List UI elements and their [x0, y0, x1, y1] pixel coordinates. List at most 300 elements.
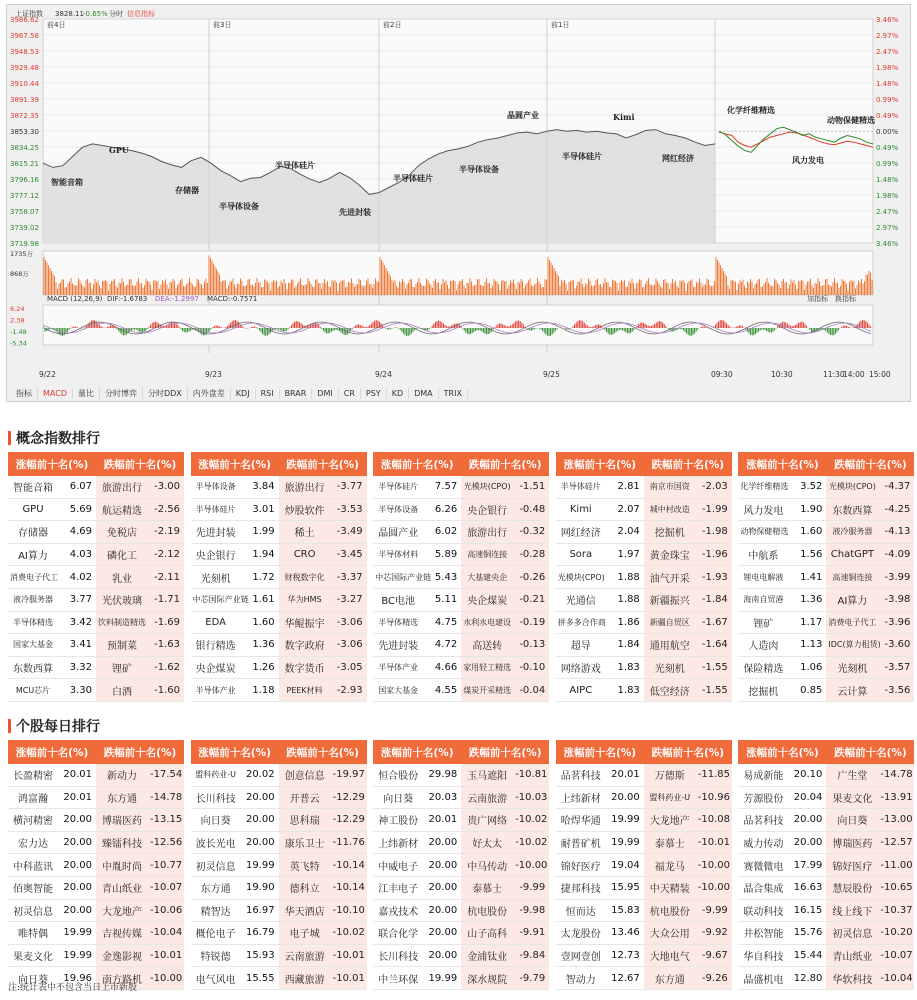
- indicator-tab[interactable]: RSI: [256, 388, 280, 399]
- gainer-name-cell[interactable]: 神工股份: [373, 809, 423, 832]
- loser-name-cell[interactable]: 稀土: [279, 521, 331, 544]
- gainer-name-cell[interactable]: 捷邦科技: [556, 876, 606, 899]
- gainer-name-cell[interactable]: Kimi: [556, 498, 606, 521]
- gainer-name-cell[interactable]: 光刻机: [191, 566, 241, 589]
- table-row: [373, 786, 549, 809]
- gainer-val-cell: 20.00: [241, 831, 279, 854]
- loser-name-cell[interactable]: 中马传动: [461, 854, 513, 877]
- gainer-name-cell[interactable]: 井松智能: [738, 922, 788, 945]
- table-row: [556, 588, 732, 611]
- gainer-name-cell[interactable]: 品茗科技: [738, 809, 788, 832]
- gainer-name-cell[interactable]: 锂矿: [738, 611, 788, 634]
- loser-val-cell: -10.14: [331, 876, 367, 899]
- gainer-name-cell[interactable]: 存储器: [8, 521, 58, 544]
- gainer-val-cell: 19.99: [58, 944, 96, 967]
- loser-val-cell: -1.67: [696, 611, 732, 634]
- gainer-name-cell[interactable]: 国家大基金: [8, 634, 58, 657]
- indicator-tab[interactable]: DMI: [312, 388, 338, 399]
- loser-name-cell[interactable]: 思科瑞: [279, 809, 331, 832]
- loser-name-cell[interactable]: 城中村改造: [644, 498, 696, 521]
- loser-name-cell[interactable]: 大基建央企: [461, 566, 513, 589]
- gainer-name-cell[interactable]: 保险精选: [738, 656, 788, 679]
- indicator-tab[interactable]: PSY: [361, 388, 387, 399]
- intraday-chart[interactable]: [7, 5, 910, 383]
- y-right-tick-label: 1.98%: [876, 192, 899, 200]
- gainer-name-cell[interactable]: 盟科药业-U: [191, 764, 241, 786]
- gainer-name-cell[interactable]: 上纬新材: [556, 786, 606, 809]
- indicator-tab[interactable]: TRIX: [439, 388, 468, 399]
- loser-name-cell[interactable]: 华鲲振宇: [279, 611, 331, 634]
- gainer-name-cell[interactable]: 挖掘机: [738, 679, 788, 702]
- gainer-name-cell[interactable]: 动物保健精选: [738, 521, 788, 544]
- gainer-name-cell[interactable]: 向日葵: [191, 809, 241, 832]
- loser-name-cell[interactable]: 高速铜连接: [826, 566, 878, 589]
- table-row: [556, 476, 732, 498]
- gainer-name-cell[interactable]: 晶盛机电: [738, 967, 788, 990]
- loser-name-cell[interactable]: 吉视传媒: [96, 922, 148, 945]
- concept-annotation: 存储器: [175, 185, 199, 195]
- loser-name-cell[interactable]: 锂矿: [96, 656, 148, 679]
- y-tick-label: 3948.53: [10, 48, 39, 56]
- indicator-tab[interactable]: 分时DDX: [143, 387, 188, 400]
- loser-val-cell: -10.01: [696, 831, 732, 854]
- table-row: [191, 831, 367, 854]
- gainer-name-cell[interactable]: 半导体设备: [191, 476, 241, 498]
- loser-val-cell: -9.67: [696, 944, 732, 967]
- loser-name-cell[interactable]: 博瑞医药: [96, 809, 148, 832]
- indicator-tab[interactable]: 指标: [11, 387, 38, 400]
- gainer-name-cell[interactable]: 中科蓝讯: [8, 854, 58, 877]
- y-right-tick-label: 1.98%: [876, 64, 899, 72]
- loser-name-cell[interactable]: 锦好医疗: [826, 854, 878, 877]
- loser-name-cell[interactable]: 饮料制造精选: [96, 611, 148, 634]
- loser-name-cell[interactable]: 数字货币: [279, 656, 331, 679]
- loser-name-cell[interactable]: 中天精装: [644, 876, 696, 899]
- loser-name-cell[interactable]: 航运精选: [96, 498, 148, 521]
- gainer-name-cell[interactable]: 向日葵: [373, 786, 423, 809]
- loser-name-cell[interactable]: 深水规院: [461, 967, 513, 990]
- table-row: [8, 764, 184, 786]
- loser-name-cell[interactable]: 泰慕士: [644, 831, 696, 854]
- indicator-tab[interactable]: KDJ: [231, 388, 256, 399]
- loser-name-cell[interactable]: 东方通: [644, 967, 696, 990]
- loser-name-cell[interactable]: 东方通: [96, 786, 148, 809]
- gainer-name-cell[interactable]: 鸿富瀚: [8, 786, 58, 809]
- loser-name-cell[interactable]: 华为HMS: [279, 588, 331, 611]
- loser-name-cell[interactable]: 云计算: [826, 679, 878, 702]
- gainer-name-cell[interactable]: 太龙股份: [556, 922, 606, 945]
- loser-name-cell[interactable]: 大龙地产: [644, 809, 696, 832]
- loser-name-cell[interactable]: 预制菜: [96, 634, 148, 657]
- loser-val-cell: -19.97: [331, 764, 367, 786]
- gainer-val-cell: 15.93: [241, 944, 279, 967]
- gainer-name-cell[interactable]: 嘉戎技术: [373, 899, 423, 922]
- gainer-name-cell[interactable]: 消费电子代工: [8, 566, 58, 589]
- gainer-name-cell[interactable]: AI算力: [8, 543, 58, 566]
- gainer-name-cell[interactable]: 半导体硅片: [373, 476, 423, 498]
- table-row: [738, 476, 914, 498]
- gainer-val-cell: 20.00: [241, 809, 279, 832]
- gainer-name-cell[interactable]: 向日葵: [8, 967, 58, 990]
- gainer-name-cell[interactable]: 果麦文化: [8, 944, 58, 967]
- loser-name-cell[interactable]: PEEK材料: [279, 679, 331, 702]
- gainer-name-cell[interactable]: 联合化学: [373, 922, 423, 945]
- loser-name-cell[interactable]: 乳业: [96, 566, 148, 589]
- loser-name-cell[interactable]: 通用航空: [644, 634, 696, 657]
- table-row: [191, 543, 367, 566]
- gainer-name-cell[interactable]: 宏力达: [8, 831, 58, 854]
- loser-name-cell[interactable]: 消费电子代工: [826, 611, 878, 634]
- indicator-tab[interactable]: DMA: [409, 388, 439, 399]
- gainer-name-cell[interactable]: 半导体硅片: [191, 498, 241, 521]
- gainer-name-cell[interactable]: 半导体设备: [373, 498, 423, 521]
- gainer-name-cell[interactable]: 恒合股份: [373, 764, 423, 786]
- loser-name-cell[interactable]: 华天酒店: [279, 899, 331, 922]
- gainer-name-cell[interactable]: 风力发电: [738, 498, 788, 521]
- gainer-name-cell[interactable]: 横河精密: [8, 809, 58, 832]
- table-row: [373, 809, 549, 832]
- gainer-name-cell[interactable]: BC电池: [373, 588, 423, 611]
- loser-name-cell[interactable]: 杭电股份: [644, 899, 696, 922]
- gainer-val-cell: 16.79: [241, 922, 279, 945]
- loser-val-cell: -0.19: [513, 611, 549, 634]
- loser-name-cell[interactable]: 华软科技: [826, 967, 878, 990]
- gainer-name-cell[interactable]: 东数西算: [8, 656, 58, 679]
- vol-tick: 1735万: [10, 250, 34, 258]
- y-right-tick-label: 3.46%: [876, 240, 899, 248]
- loser-name-cell[interactable]: ChatGPT: [826, 543, 878, 566]
- gainer-name-cell[interactable]: 先进封装: [191, 521, 241, 544]
- loser-name-cell[interactable]: 金逸影视: [96, 944, 148, 967]
- loser-name-cell[interactable]: 青山纸业: [96, 876, 148, 899]
- table-row: [191, 764, 367, 786]
- loser-val-cell: -9.98: [513, 899, 549, 922]
- gainer-name-cell[interactable]: 长川科技: [191, 786, 241, 809]
- y-tick-label: 3910.44: [10, 80, 39, 88]
- loser-name-cell[interactable]: 中胤时尚: [96, 854, 148, 877]
- loser-name-cell[interactable]: 线上线下: [826, 899, 878, 922]
- table-row: [8, 588, 184, 611]
- gainer-name-cell[interactable]: 华自科技: [738, 944, 788, 967]
- gainer-val-cell: 20.00: [241, 786, 279, 809]
- gainer-name-cell[interactable]: 联动科技: [738, 899, 788, 922]
- table-row: [191, 611, 367, 634]
- gainer-name-cell[interactable]: MCU芯片: [8, 679, 58, 702]
- gainer-name-cell[interactable]: 半导体硅片: [556, 476, 606, 498]
- gainer-name-cell[interactable]: 特锐德: [191, 944, 241, 967]
- loser-name-cell[interactable]: 大众公用: [644, 922, 696, 945]
- gainer-val-cell: 6.02: [423, 521, 461, 544]
- loser-name-cell[interactable]: 金浦钛业: [461, 944, 513, 967]
- loser-name-cell[interactable]: 杭电股份: [461, 899, 513, 922]
- concept-annotation: 风力发电: [792, 155, 824, 165]
- gainer-name-cell[interactable]: 晶合集成: [738, 876, 788, 899]
- gainer-name-cell[interactable]: 国家大基金: [373, 679, 423, 702]
- gainer-name-cell[interactable]: 超导: [556, 634, 606, 657]
- gainer-name-cell[interactable]: 央企银行: [191, 543, 241, 566]
- loser-name-cell[interactable]: 挖掘机: [644, 521, 696, 544]
- gainer-name-cell[interactable]: 拼多多合作商: [556, 611, 606, 634]
- loser-name-cell[interactable]: 新疆自贸区: [644, 611, 696, 634]
- loser-name-cell[interactable]: 慧辰股份: [826, 876, 878, 899]
- gainer-name-cell[interactable]: 唯特偶: [8, 922, 58, 945]
- loser-val-cell: -1.64: [696, 634, 732, 657]
- loser-name-cell[interactable]: 光刻机: [826, 656, 878, 679]
- loser-name-cell[interactable]: 好太太: [461, 831, 513, 854]
- loser-name-cell[interactable]: 磷化工: [96, 543, 148, 566]
- loser-name-cell[interactable]: 黄金珠宝: [644, 543, 696, 566]
- gainer-name-cell[interactable]: 中航系: [738, 543, 788, 566]
- index-name: 上证指数: [15, 10, 43, 18]
- loser-name-cell[interactable]: 家用轻工精选: [461, 656, 513, 679]
- gainer-name-cell[interactable]: 晶圆产业: [373, 521, 423, 544]
- gainer-name-cell[interactable]: 中威电子: [373, 854, 423, 877]
- loser-name-cell[interactable]: 旅游出行: [461, 521, 513, 544]
- loser-name-cell[interactable]: AI算力: [826, 588, 878, 611]
- gainer-name-cell[interactable]: 恒而达: [556, 899, 606, 922]
- gainer-val-cell: 16.97: [241, 899, 279, 922]
- section-accent: [8, 719, 11, 733]
- gainer-name-cell[interactable]: 初灵信息: [191, 854, 241, 877]
- table-row: [8, 899, 184, 922]
- gainer-name-cell[interactable]: 半导体精选: [8, 611, 58, 634]
- loser-name-cell[interactable]: 英飞特: [279, 854, 331, 877]
- gainer-name-cell[interactable]: 赛微微电: [738, 854, 788, 877]
- loser-name-cell[interactable]: 旅游出行: [279, 476, 331, 498]
- loser-name-cell[interactable]: 油气开采: [644, 566, 696, 589]
- loser-name-cell[interactable]: 光模块(CPO): [826, 476, 878, 498]
- gainer-name-cell[interactable]: 江丰电子: [373, 876, 423, 899]
- loser-name-cell[interactable]: 开普云: [279, 786, 331, 809]
- gainer-name-cell[interactable]: 半导体产业: [373, 656, 423, 679]
- loser-name-cell[interactable]: 免税店: [96, 521, 148, 544]
- loser-name-cell[interactable]: 青山纸业: [826, 944, 878, 967]
- gainer-name-cell[interactable]: 半导体材料: [373, 543, 423, 566]
- gainer-val-cell: 1.18: [241, 679, 279, 702]
- gainer-name-cell[interactable]: 海南自贸港: [738, 588, 788, 611]
- loser-name-cell[interactable]: 玉马遮阳: [461, 764, 513, 786]
- gainer-name-cell[interactable]: AIPC: [556, 679, 606, 702]
- loser-name-cell[interactable]: 光伏玻璃: [96, 588, 148, 611]
- gainer-name-cell[interactable]: 精智达: [191, 899, 241, 922]
- gainer-name-cell[interactable]: 网络游戏: [556, 656, 606, 679]
- gainer-name-cell[interactable]: 波长光电: [191, 831, 241, 854]
- loser-name-cell[interactable]: 山子高科: [461, 922, 513, 945]
- loser-val-cell: -10.77: [148, 854, 184, 877]
- loser-name-cell[interactable]: 液冷服务器: [826, 521, 878, 544]
- loser-name-cell[interactable]: 博瑞医药: [826, 831, 878, 854]
- loser-name-cell[interactable]: 创意信息: [279, 764, 331, 786]
- gainer-name-cell[interactable]: 液冷服务器: [8, 588, 58, 611]
- gainer-name-cell[interactable]: 中兰环保: [373, 967, 423, 990]
- loser-name-cell[interactable]: 云南旅游: [279, 944, 331, 967]
- gainer-name-cell[interactable]: 佰奥智能: [8, 876, 58, 899]
- gainer-name-cell[interactable]: 长川科技: [373, 944, 423, 967]
- loser-name-cell[interactable]: 贵广网络: [461, 809, 513, 832]
- loser-name-cell[interactable]: 低空经济: [644, 679, 696, 702]
- gainer-name-cell[interactable]: 人造肉: [738, 634, 788, 657]
- gainer-name-cell[interactable]: 智能音箱: [8, 476, 58, 498]
- gainer-name-cell[interactable]: 上纬新材: [373, 831, 423, 854]
- loser-val-cell: -3.98: [878, 588, 914, 611]
- loser-name-cell[interactable]: 初灵信息: [826, 922, 878, 945]
- loser-name-cell[interactable]: 央企煤炭: [461, 588, 513, 611]
- loser-val-cell: -1.93: [696, 566, 732, 589]
- table-row: [556, 656, 732, 679]
- gainer-name-cell[interactable]: 品茗科技: [556, 764, 606, 786]
- gainer-name-cell[interactable]: 电气风电: [191, 967, 241, 990]
- loser-name-cell[interactable]: 大地电气: [644, 944, 696, 967]
- loser-val-cell: -10.02: [513, 831, 549, 854]
- gainer-val-cell: 3.84: [241, 476, 279, 498]
- gainer-name-cell[interactable]: 概伦电子: [191, 922, 241, 945]
- gainer-name-cell[interactable]: 先进封装: [373, 634, 423, 657]
- gainer-name-cell[interactable]: GPU: [8, 498, 58, 521]
- loser-name-cell[interactable]: 广生堂: [826, 764, 878, 786]
- table-row: [738, 944, 914, 967]
- gainer-val-cell: 20.00: [58, 854, 96, 877]
- gainer-name-cell[interactable]: 哈焊华通: [556, 809, 606, 832]
- loser-name-cell[interactable]: 南京市国资: [644, 476, 696, 498]
- loser-name-cell[interactable]: IDC(算力租赁): [826, 634, 878, 657]
- indicator-tab[interactable]: BRAR: [280, 388, 313, 399]
- gainer-name-cell[interactable]: 易成新能: [738, 764, 788, 786]
- loser-name-cell[interactable]: 东数西算: [826, 498, 878, 521]
- table-row: [191, 899, 367, 922]
- loser-val-cell: -3.45: [331, 543, 367, 566]
- loser-name-cell[interactable]: 高速铜连接: [461, 543, 513, 566]
- loser-name-cell[interactable]: 炒股软件: [279, 498, 331, 521]
- gainer-val-cell: 20.01: [58, 764, 96, 786]
- loser-name-cell[interactable]: 臻镭科技: [96, 831, 148, 854]
- loser-val-cell: -12.29: [331, 786, 367, 809]
- indicator-tab[interactable]: MACD: [38, 388, 73, 399]
- loser-name-cell[interactable]: 数字政府: [279, 634, 331, 657]
- gainer-name-cell[interactable]: 化学纤维精选: [738, 476, 788, 498]
- loser-name-cell[interactable]: CRO: [279, 543, 331, 566]
- indicator-tab[interactable]: 量比: [73, 387, 100, 400]
- gainer-name-cell[interactable]: 网红经济: [556, 521, 606, 544]
- table-row: [556, 498, 732, 521]
- indicator-tab[interactable]: 分时博弈: [100, 387, 143, 400]
- loser-name-cell[interactable]: 果麦文化: [826, 786, 878, 809]
- loser-val-cell: -2.19: [148, 521, 184, 544]
- gainer-name-cell[interactable]: 半导体精选: [373, 611, 423, 634]
- table-row: [738, 876, 914, 899]
- gainer-name-cell[interactable]: 半导体产业: [191, 679, 241, 702]
- stocks-table-3: [373, 740, 549, 990]
- loser-name-cell[interactable]: 新疆振兴: [644, 588, 696, 611]
- gainer-val-cell: 19.99: [423, 967, 461, 990]
- loser-name-cell[interactable]: 康乐卫士: [279, 831, 331, 854]
- table-row: [191, 521, 367, 544]
- loser-name-cell[interactable]: 电子城: [279, 922, 331, 945]
- loser-name-cell[interactable]: 盟科药业-U: [644, 786, 696, 809]
- table-row: [8, 543, 184, 566]
- loser-name-cell[interactable]: 光刻机: [644, 656, 696, 679]
- gainer-val-cell: 1.56: [788, 543, 826, 566]
- table-row: [738, 656, 914, 679]
- loser-name-cell[interactable]: 德科立: [279, 876, 331, 899]
- loser-name-cell[interactable]: 煤炭开采精选: [461, 679, 513, 702]
- loser-name-cell[interactable]: 央企银行: [461, 498, 513, 521]
- indicator-tab[interactable]: KD: [387, 388, 409, 399]
- y-right-tick-label: 3.46%: [876, 16, 899, 24]
- loser-val-cell: -17.54: [148, 764, 184, 786]
- gainer-name-cell[interactable]: 芳源股份: [738, 786, 788, 809]
- table-row: [738, 831, 914, 854]
- table-row: [738, 543, 914, 566]
- gainer-name-cell[interactable]: 威力传动: [738, 831, 788, 854]
- indicator-tab[interactable]: CR: [339, 388, 361, 399]
- loser-name-cell[interactable]: 白酒: [96, 679, 148, 702]
- up-header: 涨幅前十名(%): [556, 740, 644, 764]
- loser-name-cell[interactable]: 万德斯: [644, 764, 696, 786]
- loser-name-cell[interactable]: 向日葵: [826, 809, 878, 832]
- loser-name-cell[interactable]: 水利水电建设: [461, 611, 513, 634]
- loser-val-cell: -13.15: [148, 809, 184, 832]
- gainer-name-cell[interactable]: 长盈精密: [8, 764, 58, 786]
- loser-val-cell: -10.01: [331, 944, 367, 967]
- macd-tick: -1.48: [10, 328, 27, 336]
- gainer-val-cell: 4.72: [423, 634, 461, 657]
- loser-name-cell[interactable]: 云南旅游: [461, 786, 513, 809]
- gainer-val-cell: 4.55: [423, 679, 461, 702]
- loser-name-cell[interactable]: 财税数字化: [279, 566, 331, 589]
- gainer-name-cell[interactable]: 光通信: [556, 588, 606, 611]
- x-tick-label: 9/24: [375, 370, 392, 379]
- loser-name-cell[interactable]: 新动力: [96, 764, 148, 786]
- gainer-name-cell[interactable]: 壹网壹创: [556, 944, 606, 967]
- table-row: [8, 876, 184, 899]
- loser-name-cell[interactable]: 南方路机: [96, 967, 148, 990]
- gainer-name-cell[interactable]: 光模块(CPO): [556, 566, 606, 589]
- macd-dea: DEA:-1.2997: [155, 295, 199, 303]
- gainer-name-cell[interactable]: Sora: [556, 543, 606, 566]
- loser-name-cell[interactable]: 西藏旅游: [279, 967, 331, 990]
- macd-tick: 6.24: [10, 305, 25, 313]
- gainer-val-cell: 1.61: [241, 588, 279, 611]
- gainer-name-cell[interactable]: 东方通: [191, 876, 241, 899]
- x-tick-label: 10:30: [771, 370, 793, 379]
- loser-val-cell: -10.01: [331, 967, 367, 990]
- indicator-tab[interactable]: 内外盘差: [188, 387, 231, 400]
- loser-name-cell[interactable]: 高送转: [461, 634, 513, 657]
- loser-name-cell[interactable]: 大龙地产: [96, 899, 148, 922]
- gainer-val-cell: 15.76: [788, 922, 826, 945]
- loser-val-cell: -10.01: [148, 944, 184, 967]
- loser-name-cell[interactable]: 光模块(CPO): [461, 476, 513, 498]
- table-row: [8, 854, 184, 877]
- gainer-name-cell[interactable]: 锂电电解液: [738, 566, 788, 589]
- gainer-val-cell: 20.04: [788, 786, 826, 809]
- gainer-name-cell[interactable]: 中芯国际产业链: [191, 588, 241, 611]
- table-row: [191, 876, 367, 899]
- gainer-val-cell: 2.07: [606, 498, 644, 521]
- loser-name-cell[interactable]: 泰慕士: [461, 876, 513, 899]
- loser-name-cell[interactable]: 福龙马: [644, 854, 696, 877]
- gainer-name-cell[interactable]: 智动力: [556, 967, 606, 990]
- gainer-name-cell[interactable]: 耐普矿机: [556, 831, 606, 854]
- loser-name-cell[interactable]: 旅游出行: [96, 476, 148, 498]
- gainer-name-cell[interactable]: 央企煤炭: [191, 656, 241, 679]
- gainer-name-cell[interactable]: 中芯国际产业链: [373, 566, 423, 589]
- y-tick-label: 3815.21: [10, 160, 39, 168]
- gainer-name-cell[interactable]: 锦好医疗: [556, 854, 606, 877]
- gainer-name-cell[interactable]: EDA: [191, 611, 241, 634]
- gainer-name-cell[interactable]: 初灵信息: [8, 899, 58, 922]
- gainer-name-cell[interactable]: 银行精选: [191, 634, 241, 657]
